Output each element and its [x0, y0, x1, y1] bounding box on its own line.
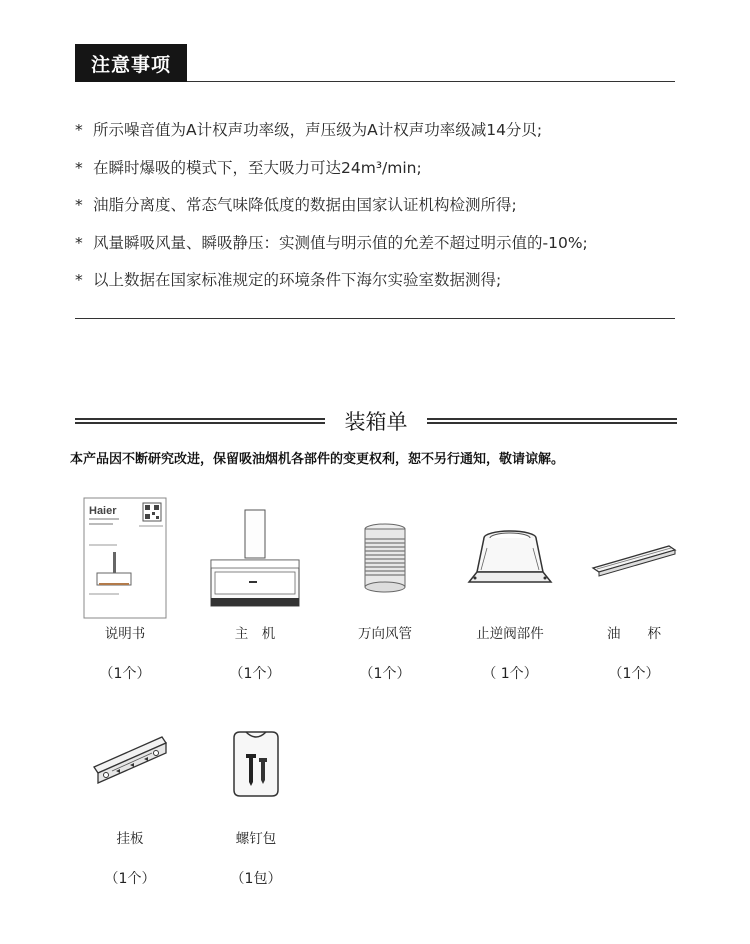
screw-pack-icon [226, 728, 286, 798]
notice-item [75, 150, 715, 188]
item-qty: （1个） [359, 666, 411, 682]
packing-item-hanging-plate [70, 700, 190, 889]
notice-text: 风量瞬吸风量、瞬吸静压：实测值与明示值的允差不超过明示值的-10%; [93, 233, 588, 252]
notice-header [75, 44, 675, 82]
packing-item-duct [325, 495, 445, 684]
notice-text: 在瞬时爆吸的模式下，至大吸力可达24m³/min; [93, 158, 422, 177]
notice-text: 以上数据在国家标准规定的环境条件下海尔实验室数据测得; [93, 271, 502, 289]
item-name: 止逆阀部件 [476, 626, 544, 642]
item-name: 说明书 [104, 626, 146, 642]
notice-item [75, 112, 715, 150]
duct-icon [360, 523, 410, 593]
packing-item-check-valve [450, 495, 570, 684]
bullet-star: * [75, 271, 83, 289]
bullet-star: * [75, 196, 83, 214]
notice-title: 注意事项 [75, 44, 187, 82]
notice-item [75, 187, 715, 225]
manual-brand: Haier [89, 504, 117, 517]
bullet-star: * [75, 158, 83, 177]
item-name: 挂板 [116, 831, 144, 847]
item-name: 螺钉包 [235, 831, 277, 847]
packing-title: 装箱单 [344, 410, 408, 434]
range-hood-icon [205, 508, 305, 608]
double-line-left [75, 418, 325, 424]
notes-divider [75, 318, 675, 319]
item-qty: （1个） [608, 666, 660, 682]
notice-item [75, 262, 715, 300]
item-name: 油 杯 [607, 626, 661, 642]
item-qty: （1包） [230, 871, 282, 887]
item-name: 主 机 [234, 626, 276, 642]
hanging-plate-icon [88, 733, 172, 793]
notice-divider [187, 81, 675, 82]
item-qty: （1个） [99, 666, 151, 682]
notice-item [75, 225, 715, 263]
notice-text: 油脂分离度、常态气味降低度的数据由国家认证机构检测所得; [93, 196, 517, 214]
bullet-star: * [75, 121, 83, 139]
packing-item-manual [65, 495, 185, 684]
packing-item-oil-cup [574, 495, 694, 684]
item-qty: （1个） [229, 666, 281, 682]
item-name: 万向风管 [358, 626, 412, 642]
packing-notice: 本产品因不断研究改进，保留吸油烟机各部件的变更权利，恕不另行通知，敬请谅解。 [70, 452, 565, 467]
notice-text: 所示噪音值为A计权声功率级，声压级为A计权声功率级减14分贝; [93, 121, 543, 139]
bullet-star: * [75, 233, 83, 252]
notice-list [75, 112, 715, 300]
packing-item-screw-pack [196, 700, 316, 889]
manual-icon [83, 497, 167, 619]
packing-item-main-unit [195, 495, 315, 684]
oil-cup-icon [589, 538, 679, 578]
check-valve-icon [465, 528, 555, 588]
packing-header [75, 404, 677, 442]
item-qty: （1个） [104, 871, 156, 887]
double-line-right [427, 418, 677, 424]
item-qty: （ 1个） [482, 666, 538, 682]
